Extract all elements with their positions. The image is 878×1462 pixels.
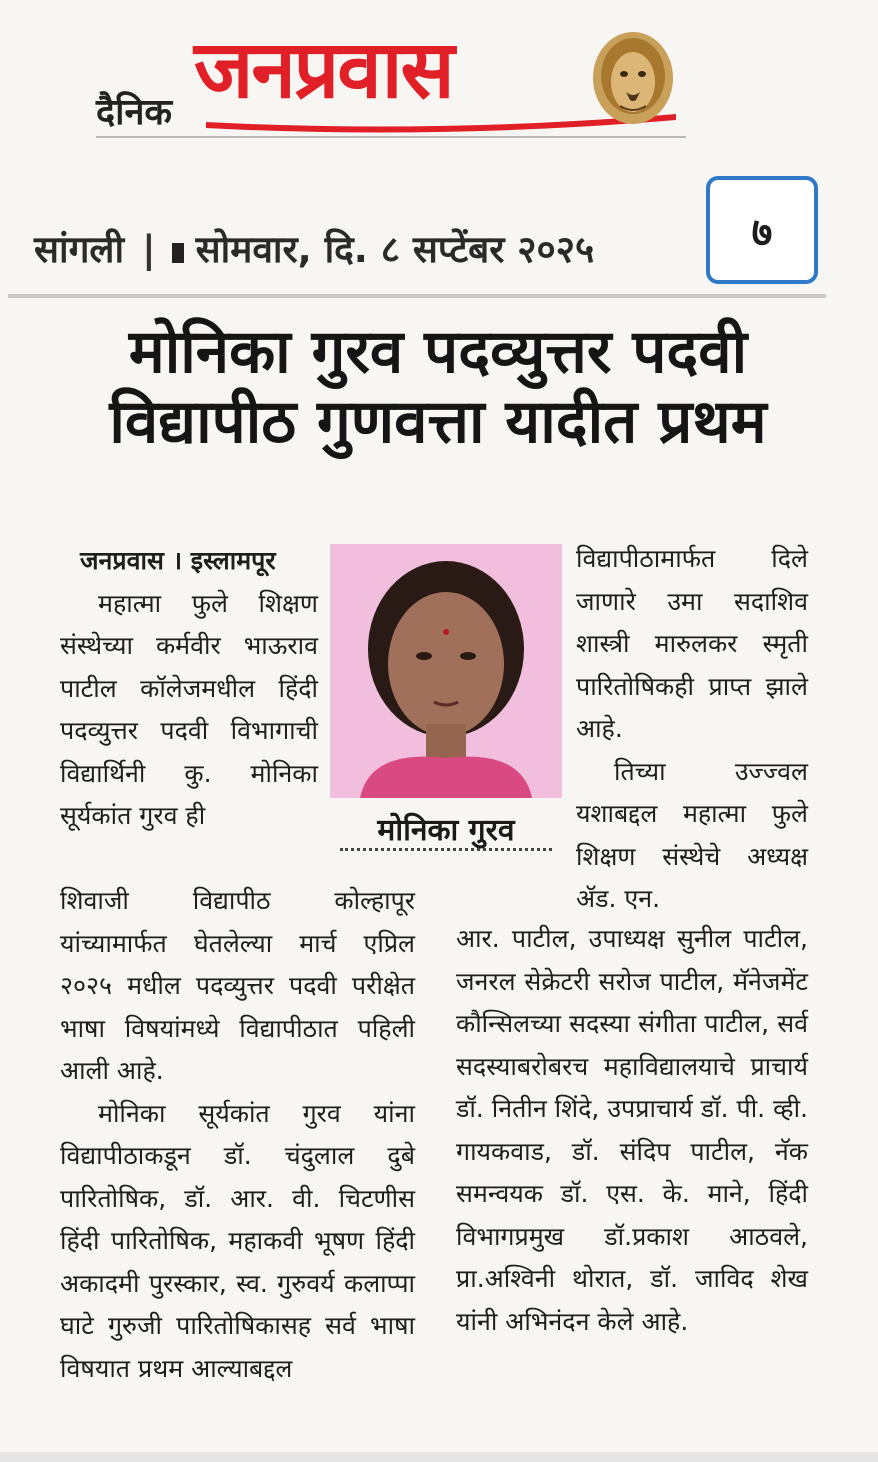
- article-paragraph: आर. पाटील, उपाध्यक्ष सुनील पाटील, जनरल सेक्रेटरी सरोज पाटील, मॅनेजमेंट कौन्सिलच्या सदस्या संगीता पाटील, सर्व सदस्याबरोबरच महाविद्यालयाचे प्राचार्य डॉ. नितीन शिंदे, उपप्राचार्य डॉ. पी. व्ही. गायकवाड, डॉ. संदिप पाटील, नॅक समन्वयक डॉ. एस. के. माने, हिंदी विभागप्रमुख डॉ.प्रकाश आठवले, प्रा.अश्विनी थोरात, डॉ. जाविद शेख यांनी अभिनंदन केले आहे.: [456, 924, 808, 1336]
- article-column-1-top: [60, 540, 318, 838]
- dateline: [34, 222, 594, 273]
- dateline-city: सांगली: [34, 228, 125, 271]
- bottom-rule: [0, 1452, 878, 1462]
- article-paragraph: मोनिका सूर्यकांत गुरव यांना विद्यापीठाकडून डॉ. चंदुलाल दुबे पारितोषिक, डॉ. आर. वी. चिटणीस हिंदी पारितोषिक, महाकवी भूषण हिंदी अकादमी पुरस्कार, स्व. गुरुवर्य कलाप्पा घाटे गुरुजी पारितोषिकासह सर्व भाषा विषयात प्रथम आल्याबद्दल: [60, 1098, 415, 1383]
- headline-line-1: मोनिका गुरव पदव्युत्तर पदवी: [128, 317, 748, 387]
- article-photo: [330, 544, 562, 798]
- article-paragraph: महात्मा फुले शिक्षण संस्थेच्या कर्मवीर भाऊराव पाटील कॉलेजमधील हिंदी पदव्युत्तर पदवी विभागाची विद्यार्थिनी कु. मोनिका सूर्यकांत गुरव ही: [60, 588, 318, 830]
- header-rule: [8, 294, 826, 298]
- article-column-2-bottom: [456, 918, 808, 1343]
- byline: जनप्रवास । इस्लामपूर: [80, 546, 276, 575]
- article-paragraph: शिवाजी विद्यापीठ कोल्हापूर यांच्यामार्फत घेतलेल्या मार्च एप्रिल २०२५ मधील पदव्युत्तर पदवी परीक्षेत भाषा विषयांमध्ये विद्यापीठात पहिली आली आहे.: [60, 886, 415, 1085]
- caption-divider: [340, 848, 552, 851]
- dateline-separator: |: [142, 228, 156, 271]
- article-paragraph: तिच्या उज्ज्वल यशाबद्दल महात्मा फुले शिक्षण संस्थेचे अध्यक्ष ॲड. एन.: [576, 756, 808, 913]
- lion-head-icon: [590, 26, 676, 126]
- masthead-prefix: दैनिक: [96, 92, 173, 133]
- portrait-photo-icon: [330, 544, 562, 798]
- dateline-date: सोमवार, दि. ८ सप्टेंबर २०२५: [195, 228, 595, 271]
- page-number: ७: [751, 209, 773, 256]
- photo-caption: मोनिका गुरव: [377, 813, 515, 848]
- article-column-1-bottom: [60, 880, 415, 1390]
- page-number-box: [706, 176, 818, 284]
- masthead-brand: जनप्रवास: [194, 23, 453, 116]
- bullet-square-icon: [172, 243, 184, 263]
- masthead-rule: [96, 136, 686, 138]
- masthead-logo: [96, 22, 686, 142]
- headline: [18, 318, 858, 457]
- headline-line-2: विद्यापीठ गुणवत्ता यादीत प्रथम: [109, 386, 767, 457]
- article-column-2-top: [576, 538, 808, 921]
- article-paragraph: विद्यापीठामार्फत दिले जाणारे उमा सदाशिव शास्त्री मारुलकर स्मृती पारितोषिकही प्राप्त झाले आहे.: [576, 544, 808, 743]
